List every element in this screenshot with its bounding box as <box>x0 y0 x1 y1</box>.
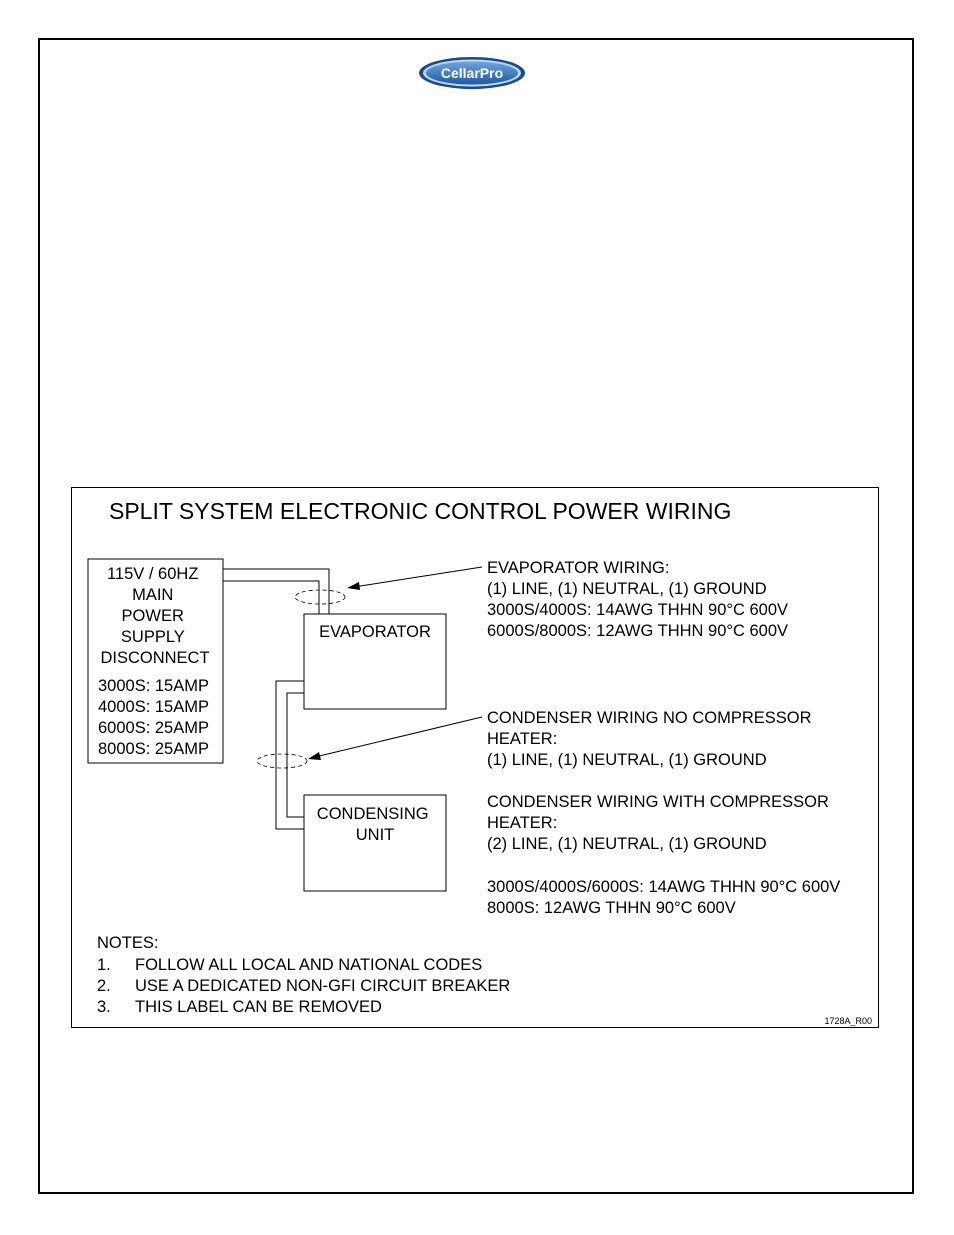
svg-text:EVAPORATOR WIRING: (1) LIN <box>487 559 793 640</box>
condenser-cable <box>276 681 304 829</box>
svg-text:115V / 60HZ MAIN POWER <box>100 565 209 667</box>
notes-heading: NOTES: <box>97 934 159 952</box>
note-2-number: 2. <box>97 977 111 995</box>
evaporator-leader-arrow <box>347 567 482 590</box>
condensing-line-2: UNIT <box>355 826 395 844</box>
note-2-text: USE A DEDICATED NON-GFI CIRCUIT BREAKER <box>135 977 511 995</box>
rating-6000s: 6000S: 25AMP <box>98 719 209 737</box>
svg-text:1. FOLLOW ALL LOCAL AND NA <box>97 956 515 1016</box>
power-line-4: SUPPLY <box>120 628 185 646</box>
condenser-leader-arrow <box>308 717 482 760</box>
evaporator-cable-marker <box>295 590 345 604</box>
cond-with-heater-heading-2: HEATER: <box>487 814 558 832</box>
note-1-number: 1. <box>97 956 111 974</box>
wiring-diagram <box>71 487 879 1028</box>
part-number: 1728A_R00 <box>824 1016 872 1026</box>
rating-3000s: 3000S: 15AMP <box>98 677 209 695</box>
cellarpro-logo <box>418 56 526 90</box>
note-1-text: FOLLOW ALL LOCAL AND NATIONAL CODES <box>135 956 483 974</box>
cond-with-heater-heading: CONDENSER WIRING WITH COMPRESSOR <box>487 793 829 811</box>
evap-wiring-line-1: (1) LINE, (1) NEUTRAL, (1) GROUND <box>487 580 767 598</box>
diagram-title: SPLIT SYSTEM ELECTRONIC CONTROL POWER WIRING <box>109 498 732 524</box>
note-3-text: THIS LABEL CAN BE REMOVED <box>135 998 382 1016</box>
note-3-number: 3. <box>97 998 111 1016</box>
power-line-5: DISCONNECT <box>100 649 210 667</box>
svg-text:3000S: 15AMP 4000S: 15AMP <box>98 677 213 758</box>
evap-wiring-line-2: 3000S/4000S: 14AWG THHN 90°C 600V <box>487 601 789 619</box>
evap-wiring-line-3: 6000S/8000S: 12AWG THHN 90°C 600V <box>487 622 789 640</box>
logo-text: CellarPro <box>440 65 504 81</box>
svg-text:CONDENSER WIRING NO COMPRESSOR <box>487 709 845 917</box>
evap-wiring-heading: EVAPORATOR WIRING: <box>487 559 670 577</box>
cond-no-heater-heading-2: HEATER: <box>487 730 558 748</box>
svg-text:CONDENSING UNIT <box>317 805 433 844</box>
condensing-line-1: CONDENSING <box>316 805 429 823</box>
power-line-3: POWER <box>121 607 184 625</box>
cond-with-heater-line: (2) LINE, (1) NEUTRAL, (1) GROUND <box>487 835 767 853</box>
evaporator-label: EVAPORATOR <box>319 623 431 641</box>
power-line-2: MAIN <box>132 586 174 604</box>
power-line-1: 115V / 60HZ <box>106 565 199 583</box>
cond-no-heater-heading: CONDENSER WIRING NO COMPRESSOR <box>487 709 812 727</box>
condenser-cable-marker <box>257 754 307 768</box>
evaporator-cable <box>223 569 329 614</box>
rating-4000s: 4000S: 15AMP <box>98 698 209 716</box>
cond-no-heater-line: (1) LINE, (1) NEUTRAL, (1) GROUND <box>487 751 767 769</box>
cond-gauge-line-1: 3000S/4000S/6000S: 14AWG THHN 90°C 600V <box>487 878 841 896</box>
rating-8000s: 8000S: 25AMP <box>98 740 209 758</box>
cond-gauge-line-2: 8000S: 12AWG THHN 90°C 600V <box>487 899 736 917</box>
